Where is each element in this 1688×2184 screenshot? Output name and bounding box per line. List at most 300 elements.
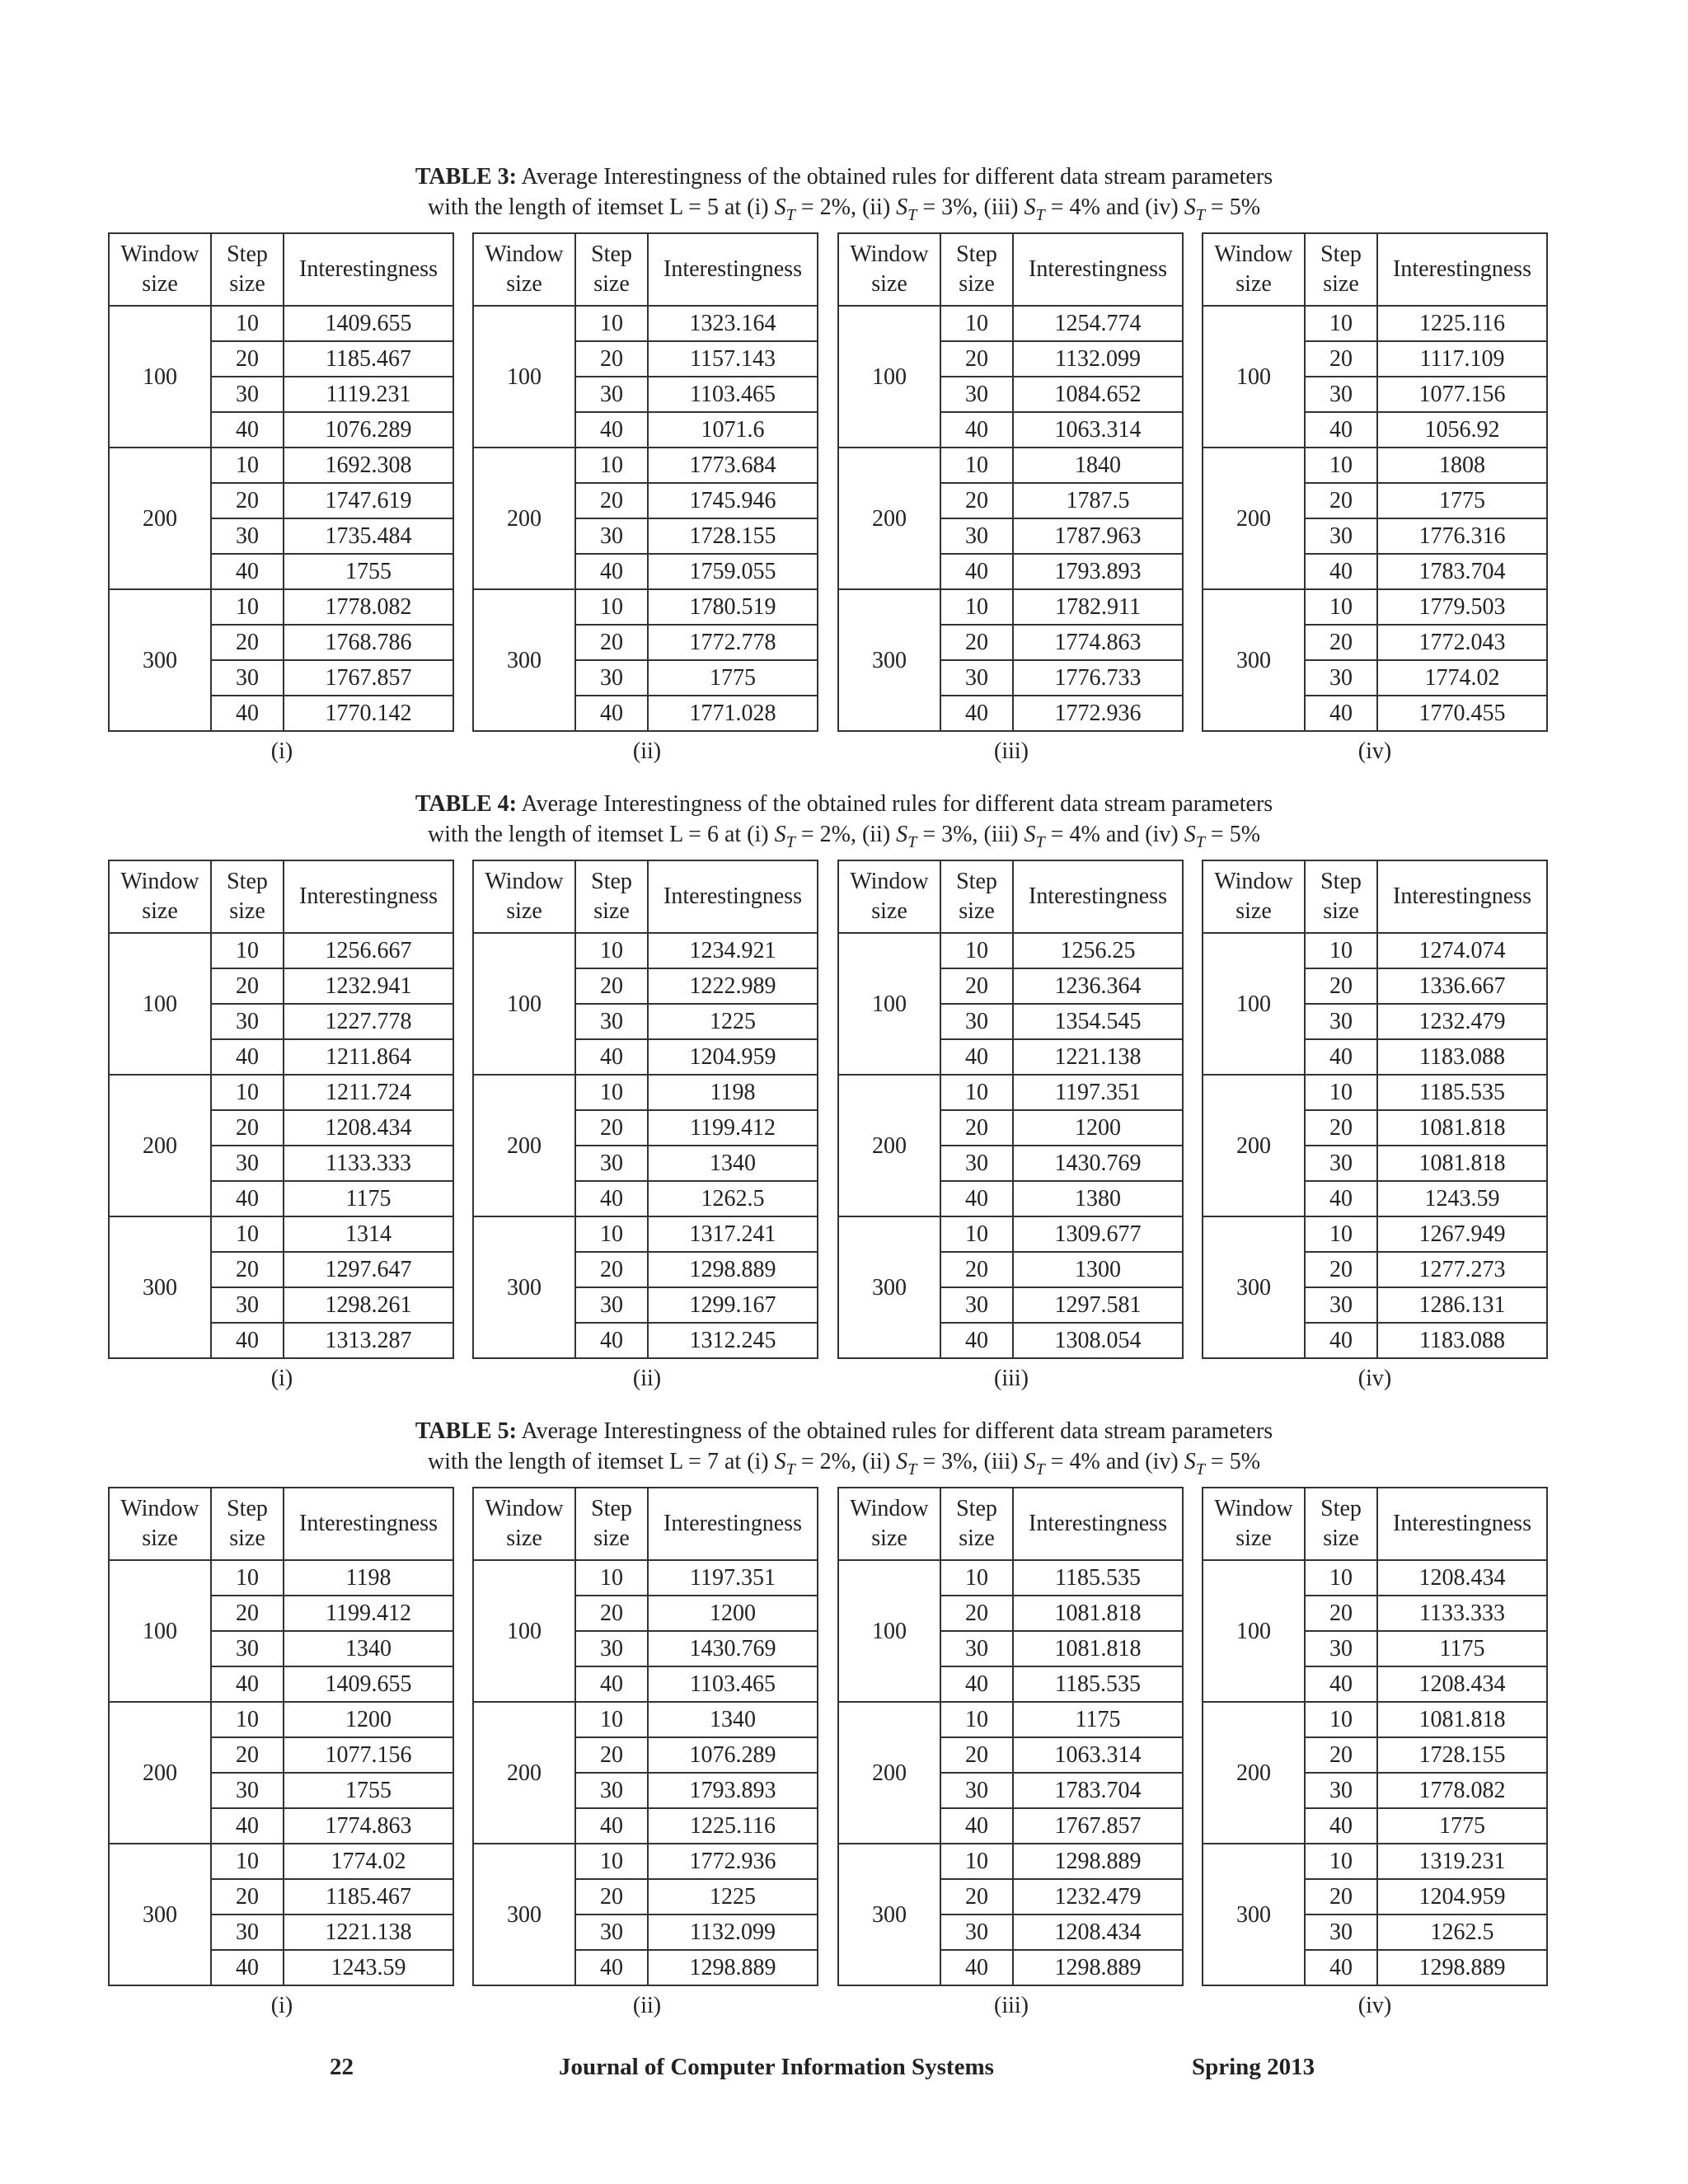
step-size-cell: 20 (575, 1737, 648, 1773)
data-subtable (108, 1487, 454, 1986)
step-size-cell: 40 (575, 1039, 648, 1075)
interestingness-cell: 1225 (648, 1879, 818, 1915)
step-size-cell: 10 (211, 1702, 284, 1737)
step-size-cell: 40 (211, 412, 284, 448)
support-threshold: and (iv) $S_T = 5\%$ (1100, 1449, 1261, 1479)
interestingness-cell: 1323.164 (648, 306, 818, 341)
data-subtable (472, 860, 818, 1359)
interestingness-cell: 1256.667 (284, 933, 453, 968)
table-row (1203, 1560, 1547, 1596)
window-size-cell: 300 (109, 1216, 211, 1358)
interestingness-cell: 1774.02 (1377, 660, 1547, 696)
support-threshold: , (iii) $S_T = 4\%$ (972, 194, 1100, 225)
subtable-label: (iii) (994, 738, 1029, 764)
step-size-cell: 10 (211, 1075, 284, 1110)
caption-line-2 (0, 1446, 1688, 1485)
col-header-window: Window size (109, 233, 211, 306)
interestingness-cell: 1808 (1377, 448, 1547, 483)
caption-line-1 (0, 789, 1688, 819)
interestingness-cell: 1772.778 (648, 625, 818, 660)
table-row (838, 1560, 1183, 1596)
step-size-cell: 20 (940, 625, 1013, 660)
interestingness-cell: 1309.677 (1013, 1216, 1183, 1252)
step-size-cell: 30 (1305, 518, 1377, 554)
subtable-label: (ii) (632, 1993, 662, 2018)
interestingness-cell: 1728.155 (1377, 1737, 1547, 1773)
interestingness-cell: 1774.02 (284, 1844, 453, 1879)
table-row (838, 1075, 1183, 1110)
step-size-cell: 40 (575, 1666, 648, 1702)
header-row (109, 1488, 453, 1560)
step-size-cell: 10 (575, 589, 648, 625)
interestingness-cell: 1081.818 (1377, 1702, 1547, 1737)
interestingness-cell: 1225 (648, 1004, 818, 1039)
step-size-cell: 30 (940, 518, 1013, 554)
interestingness-cell: 1183.088 (1377, 1323, 1547, 1358)
col-header-window: Window size (1203, 860, 1305, 933)
data-subtable (108, 860, 454, 1359)
step-size-cell: 20 (940, 1879, 1013, 1915)
interestingness-cell: 1776.733 (1013, 660, 1183, 696)
step-size-cell: 20 (211, 1596, 284, 1631)
step-size-cell: 40 (211, 1039, 284, 1075)
window-size-cell: 300 (473, 1844, 575, 1985)
window-size-cell: 300 (109, 1844, 211, 1985)
step-size-cell: 20 (211, 968, 284, 1004)
interestingness-cell: 1254.774 (1013, 306, 1183, 341)
step-size-cell: 20 (1305, 341, 1377, 377)
table-row (109, 1560, 453, 1596)
interestingness-cell: 1225.116 (648, 1808, 818, 1844)
interestingness-cell: 1778.082 (1377, 1773, 1547, 1808)
step-size-cell: 10 (575, 306, 648, 341)
interestingness-cell: 1299.167 (648, 1287, 818, 1323)
step-size-cell: 30 (1305, 1915, 1377, 1950)
window-size-cell: 200 (109, 448, 211, 589)
step-size-cell: 40 (211, 1808, 284, 1844)
window-size-cell: 200 (838, 448, 940, 589)
table-row (473, 306, 818, 341)
interestingness-cell: 1208.434 (1013, 1915, 1183, 1950)
step-size-cell: 10 (1305, 1075, 1377, 1110)
table-row (838, 306, 1183, 341)
interestingness-cell: 1755 (284, 1773, 453, 1808)
interestingness-cell: 1133.333 (1377, 1596, 1547, 1631)
window-size-cell: 200 (473, 1702, 575, 1844)
interestingness-cell: 1297.647 (284, 1252, 453, 1287)
step-size-cell: 30 (211, 1004, 284, 1039)
table-row (109, 1216, 453, 1252)
step-size-cell: 10 (940, 1560, 1013, 1596)
interestingness-cell: 1298.261 (284, 1287, 453, 1323)
step-size-cell: 30 (940, 1915, 1013, 1950)
step-size-cell: 10 (940, 306, 1013, 341)
step-size-cell: 20 (940, 968, 1013, 1004)
step-size-cell: 30 (575, 377, 648, 412)
step-size-cell: 40 (575, 1323, 648, 1358)
col-header-window: Window size (109, 1488, 211, 1560)
interestingness-cell: 1081.818 (1377, 1146, 1547, 1181)
table-row (109, 306, 453, 341)
interestingness-cell: 1298.889 (1013, 1950, 1183, 1985)
interestingness-cell: 1776.316 (1377, 518, 1547, 554)
interestingness-cell: 1208.434 (284, 1110, 453, 1146)
step-size-cell: 30 (211, 1915, 284, 1950)
header-row (473, 233, 818, 306)
interestingness-cell: 1198 (284, 1560, 453, 1596)
data-subtable (108, 232, 454, 732)
interestingness-cell: 1767.857 (1013, 1808, 1183, 1844)
interestingness-cell: 1783.704 (1013, 1773, 1183, 1808)
interestingness-cell: 1775 (1377, 1808, 1547, 1844)
header-row (473, 1488, 818, 1560)
caption-line-1 (0, 162, 1688, 192)
table-row (838, 1844, 1183, 1879)
interestingness-cell: 1692.308 (284, 448, 453, 483)
step-size-cell: 10 (575, 1702, 648, 1737)
interestingness-cell: 1409.655 (284, 1666, 453, 1702)
interestingness-cell: 1340 (648, 1146, 818, 1181)
step-size-cell: 30 (211, 1287, 284, 1323)
interestingness-cell: 1077.156 (1377, 377, 1547, 412)
table-row (109, 1844, 453, 1879)
window-size-cell: 200 (1203, 1702, 1305, 1844)
table-block (0, 162, 1688, 764)
col-header-step: Step size (211, 1488, 284, 1560)
caption-prefix: with the length of itemset L = 7 at (i) (427, 1449, 775, 1474)
interestingness-cell: 1774.863 (1013, 625, 1183, 660)
window-size-cell: 100 (1203, 933, 1305, 1075)
step-size-cell: 30 (211, 1773, 284, 1808)
step-size-cell: 30 (575, 1773, 648, 1808)
subtable-label: (iv) (1357, 1993, 1392, 2018)
col-header-interestingness: Interestingness (1013, 1488, 1183, 1560)
interestingness-cell: 1793.893 (1013, 554, 1183, 589)
step-size-cell: 20 (575, 1110, 648, 1146)
interestingness-cell: 1076.289 (648, 1737, 818, 1773)
table-label: TABLE 5: (415, 1418, 517, 1444)
table-row (838, 1702, 1183, 1737)
step-size-cell: 30 (575, 1631, 648, 1666)
interestingness-cell: 1208.434 (1377, 1560, 1547, 1596)
interestingness-cell: 1782.911 (1013, 589, 1183, 625)
step-size-cell: 20 (575, 341, 648, 377)
step-size-cell: 30 (1305, 1004, 1377, 1039)
interestingness-cell: 1772.936 (1013, 696, 1183, 731)
interestingness-cell: 1770.455 (1377, 696, 1547, 731)
interestingness-cell: 1211.724 (284, 1075, 453, 1110)
step-size-cell: 20 (211, 341, 284, 377)
page-number: 22 (330, 2054, 354, 2080)
step-size-cell: 40 (211, 1950, 284, 1985)
interestingness-cell: 1319.231 (1377, 1844, 1547, 1879)
interestingness-cell: 1773.684 (648, 448, 818, 483)
interestingness-cell: 1430.769 (648, 1631, 818, 1666)
step-size-cell: 30 (575, 1146, 648, 1181)
interestingness-cell: 1243.59 (284, 1950, 453, 1985)
issue-label: Spring 2013 (1192, 2054, 1315, 2080)
step-size-cell: 30 (1305, 1773, 1377, 1808)
table-label: TABLE 4: (415, 791, 517, 817)
window-size-cell: 100 (838, 1560, 940, 1702)
table-row (473, 933, 818, 968)
interestingness-cell: 1232.941 (284, 968, 453, 1004)
interestingness-cell: 1778.082 (284, 589, 453, 625)
step-size-cell: 10 (575, 933, 648, 968)
interestingness-cell: 1747.619 (284, 483, 453, 518)
step-size-cell: 20 (575, 625, 648, 660)
interestingness-cell: 1780.519 (648, 589, 818, 625)
interestingness-cell: 1076.289 (284, 412, 453, 448)
window-size-cell: 200 (838, 1702, 940, 1844)
header-row (109, 860, 453, 933)
interestingness-cell: 1081.818 (1377, 1110, 1547, 1146)
step-size-cell: 30 (940, 1287, 1013, 1323)
step-size-cell: 10 (940, 448, 1013, 483)
step-size-cell: 40 (940, 1950, 1013, 1985)
window-size-cell: 200 (109, 1702, 211, 1844)
step-size-cell: 10 (575, 1216, 648, 1252)
interestingness-cell: 1256.25 (1013, 933, 1183, 968)
step-size-cell: 20 (1305, 1596, 1377, 1631)
col-header-interestingness: Interestingness (284, 233, 453, 306)
support-threshold: , (iii) $S_T = 4\%$ (972, 1449, 1100, 1479)
data-subtable (1202, 1487, 1548, 1986)
step-size-cell: 10 (575, 1844, 648, 1879)
table-row (473, 1844, 818, 1879)
window-size-cell: 300 (473, 589, 575, 731)
interestingness-cell: 1185.535 (1377, 1075, 1547, 1110)
step-size-cell: 30 (940, 377, 1013, 412)
col-header-step: Step size (575, 860, 648, 933)
interestingness-cell: 1084.652 (1013, 377, 1183, 412)
interestingness-cell: 1262.5 (1377, 1915, 1547, 1950)
window-size-cell: 100 (109, 933, 211, 1075)
col-header-step: Step size (940, 1488, 1013, 1560)
interestingness-cell: 1227.778 (284, 1004, 453, 1039)
subtable-label: (iii) (994, 1366, 1029, 1391)
interestingness-cell: 1759.055 (648, 554, 818, 589)
subtable-label: (iii) (994, 1993, 1029, 2018)
interestingness-cell: 1183.088 (1377, 1039, 1547, 1075)
header-row (838, 860, 1183, 933)
window-size-cell: 200 (838, 1075, 940, 1216)
table-row (1203, 448, 1547, 483)
window-size-cell: 200 (473, 1075, 575, 1216)
support-threshold: , (ii) $S_T = 3\%$ (850, 194, 973, 225)
step-size-cell: 10 (211, 589, 284, 625)
interestingness-cell: 1243.59 (1377, 1181, 1547, 1216)
step-size-cell: 20 (1305, 1110, 1377, 1146)
step-size-cell: 20 (1305, 1737, 1377, 1773)
col-header-step: Step size (211, 860, 284, 933)
table-row (473, 1075, 818, 1110)
step-size-cell: 10 (211, 1560, 284, 1596)
support-threshold: , (ii) $S_T = 3\%$ (850, 1449, 973, 1479)
step-size-cell: 30 (211, 660, 284, 696)
interestingness-cell: 1314 (284, 1216, 453, 1252)
header-row (109, 233, 453, 306)
step-size-cell: 20 (575, 968, 648, 1004)
step-size-cell: 10 (940, 1075, 1013, 1110)
caption-text: Average Interestingness of the obtained rules for different data stream parameters (521, 791, 1273, 817)
support-threshold: $S_T = 2\%$ (774, 194, 851, 225)
step-size-cell: 10 (1305, 1702, 1377, 1737)
step-size-cell: 40 (211, 554, 284, 589)
col-header-window: Window size (838, 860, 940, 933)
header-row (473, 860, 818, 933)
interestingness-cell: 1298.889 (1377, 1950, 1547, 1985)
step-size-cell: 10 (1305, 1216, 1377, 1252)
interestingness-cell: 1354.545 (1013, 1004, 1183, 1039)
interestingness-cell: 1286.131 (1377, 1287, 1547, 1323)
interestingness-cell: 1783.704 (1377, 554, 1547, 589)
step-size-cell: 40 (1305, 1323, 1377, 1358)
step-size-cell: 20 (1305, 483, 1377, 518)
step-size-cell: 20 (1305, 1252, 1377, 1287)
interestingness-cell: 1775 (1377, 483, 1547, 518)
data-subtable (1202, 860, 1548, 1359)
table-row (838, 1216, 1183, 1252)
interestingness-cell: 1119.231 (284, 377, 453, 412)
table-row (1203, 1216, 1547, 1252)
subtable-label: (i) (270, 738, 293, 764)
support-threshold: $S_T = 2\%$ (774, 1449, 851, 1479)
header-row (1203, 1488, 1547, 1560)
interestingness-cell: 1236.364 (1013, 968, 1183, 1004)
step-size-cell: 20 (940, 1596, 1013, 1631)
interestingness-cell: 1336.667 (1377, 968, 1547, 1004)
table-row (109, 1075, 453, 1110)
window-size-cell: 300 (109, 589, 211, 731)
step-size-cell: 40 (1305, 1666, 1377, 1702)
interestingness-cell: 1745.946 (648, 483, 818, 518)
window-size-cell: 100 (473, 1560, 575, 1702)
step-size-cell: 20 (211, 1879, 284, 1915)
step-size-cell: 30 (575, 660, 648, 696)
support-threshold: $S_T = 2\%$ (774, 822, 851, 852)
window-size-cell: 300 (838, 1216, 940, 1358)
interestingness-cell: 1735.484 (284, 518, 453, 554)
interestingness-cell: 1117.109 (1377, 341, 1547, 377)
window-size-cell: 300 (838, 589, 940, 731)
step-size-cell: 30 (211, 1146, 284, 1181)
step-size-cell: 20 (1305, 968, 1377, 1004)
table-row (473, 1216, 818, 1252)
step-size-cell: 30 (940, 1004, 1013, 1039)
interestingness-cell: 1175 (1013, 1702, 1183, 1737)
interestingness-cell: 1221.138 (1013, 1039, 1183, 1075)
step-size-cell: 40 (211, 696, 284, 731)
window-size-cell: 200 (1203, 448, 1305, 589)
window-size-cell: 300 (1203, 589, 1305, 731)
header-row (838, 233, 1183, 306)
step-size-cell: 20 (211, 1110, 284, 1146)
window-size-cell: 300 (1203, 1216, 1305, 1358)
interestingness-cell: 1340 (284, 1631, 453, 1666)
table-row (473, 1560, 818, 1596)
table-row (1203, 1844, 1547, 1879)
step-size-cell: 40 (575, 1950, 648, 1985)
window-size-cell: 300 (838, 1844, 940, 1985)
window-size-cell: 100 (838, 933, 940, 1075)
step-size-cell: 10 (211, 1216, 284, 1252)
interestingness-cell: 1103.465 (648, 377, 818, 412)
step-size-cell: 30 (1305, 660, 1377, 696)
table-row (473, 1702, 818, 1737)
subtable-label: (i) (270, 1993, 293, 2018)
col-header-step: Step size (575, 1488, 648, 1560)
interestingness-cell: 1063.314 (1013, 412, 1183, 448)
step-size-cell: 40 (211, 1181, 284, 1216)
step-size-cell: 40 (1305, 1039, 1377, 1075)
window-size-cell: 300 (473, 1216, 575, 1358)
interestingness-cell: 1380 (1013, 1181, 1183, 1216)
table-row (1203, 589, 1547, 625)
step-size-cell: 10 (940, 1702, 1013, 1737)
interestingness-cell: 1133.333 (284, 1146, 453, 1181)
table-row (838, 933, 1183, 968)
table-row (1203, 933, 1547, 968)
step-size-cell: 30 (1305, 1146, 1377, 1181)
step-size-cell: 10 (211, 1844, 284, 1879)
table-row (1203, 1075, 1547, 1110)
interestingness-cell: 1755 (284, 554, 453, 589)
window-size-cell: 100 (838, 306, 940, 448)
col-header-window: Window size (838, 1488, 940, 1560)
journal-name: Journal of Computer Information Systems (559, 2054, 994, 2080)
interestingness-cell: 1185.535 (1013, 1560, 1183, 1596)
step-size-cell: 40 (211, 1323, 284, 1358)
interestingness-cell: 1340 (648, 1702, 818, 1737)
col-header-step: Step size (1305, 860, 1377, 933)
support-threshold: , (ii) $S_T = 3\%$ (850, 822, 973, 852)
window-size-cell: 100 (1203, 1560, 1305, 1702)
table-row (109, 589, 453, 625)
table-caption (0, 162, 1688, 231)
step-size-cell: 10 (1305, 589, 1377, 625)
step-size-cell: 40 (940, 412, 1013, 448)
step-size-cell: 30 (575, 518, 648, 554)
step-size-cell: 40 (1305, 554, 1377, 589)
step-size-cell: 10 (940, 1216, 1013, 1252)
step-size-cell: 10 (940, 589, 1013, 625)
step-size-cell: 20 (211, 1737, 284, 1773)
interestingness-cell: 1185.467 (284, 341, 453, 377)
step-size-cell: 40 (1305, 1808, 1377, 1844)
col-header-interestingness: Interestingness (648, 1488, 818, 1560)
col-header-window: Window size (473, 233, 575, 306)
caption-line-2 (0, 819, 1688, 858)
interestingness-cell: 1232.479 (1013, 1879, 1183, 1915)
col-header-window: Window size (838, 233, 940, 306)
interestingness-cell: 1232.479 (1377, 1004, 1547, 1039)
step-size-cell: 30 (575, 1915, 648, 1950)
step-size-cell: 10 (211, 933, 284, 968)
step-size-cell: 40 (575, 1181, 648, 1216)
interestingness-cell: 1063.314 (1013, 1737, 1183, 1773)
interestingness-cell: 1199.412 (648, 1110, 818, 1146)
col-header-window: Window size (1203, 233, 1305, 306)
interestingness-cell: 1277.273 (1377, 1252, 1547, 1287)
step-size-cell: 40 (940, 554, 1013, 589)
table-label: TABLE 3: (415, 164, 517, 190)
step-size-cell: 40 (940, 1039, 1013, 1075)
table-row (1203, 306, 1547, 341)
col-header-interestingness: Interestingness (284, 860, 453, 933)
interestingness-cell: 1221.138 (284, 1915, 453, 1950)
step-size-cell: 30 (575, 1004, 648, 1039)
